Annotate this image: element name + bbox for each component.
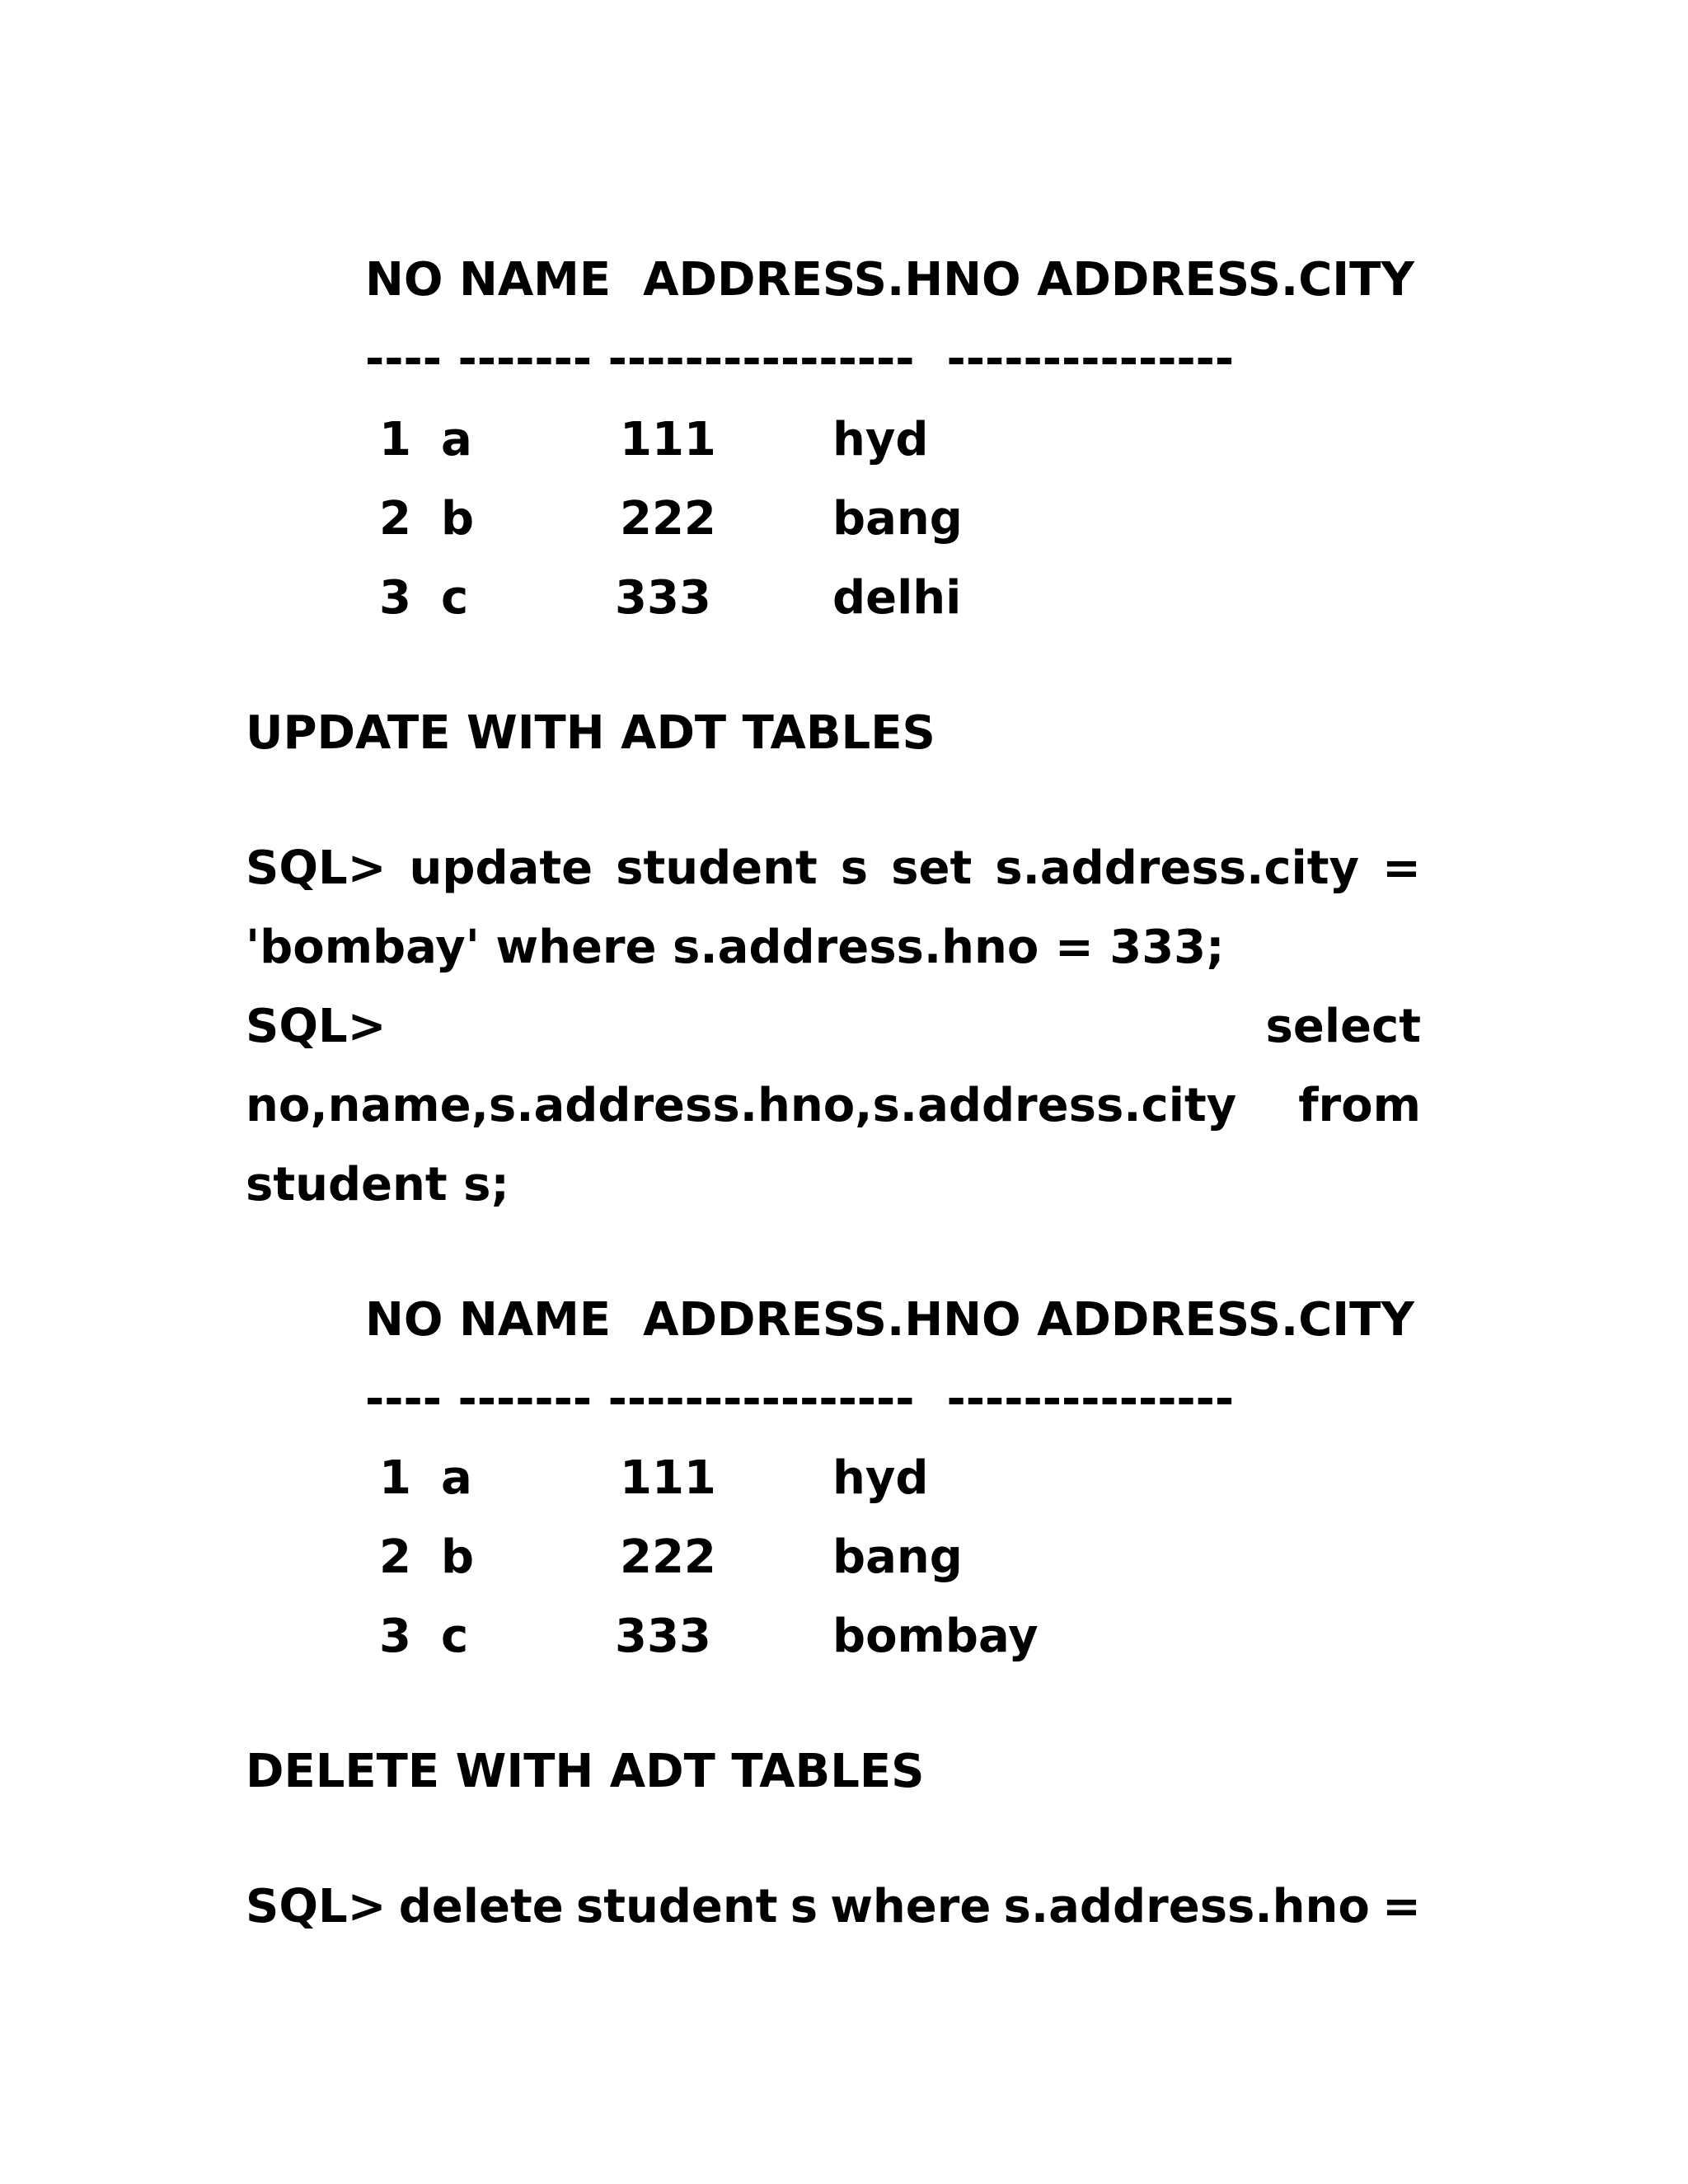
table1-separator: ---- ------- ---------------- --------------- — [365, 332, 1235, 386]
table1-row3-city: delhi — [832, 571, 962, 625]
table1-row3-hno: 333 — [615, 571, 711, 625]
table1-row2-no: 2 — [379, 492, 411, 546]
word: SQL> — [246, 1880, 387, 1933]
table1-row1-no: 1 — [379, 413, 411, 466]
table1-row1-name: a — [441, 413, 472, 466]
table2-row2-name: b — [441, 1530, 475, 1584]
word: student — [575, 1880, 778, 1933]
table2-row2-city: bang — [832, 1530, 963, 1584]
table2-row3-hno: 333 — [615, 1610, 711, 1663]
word: s.address.city — [995, 841, 1359, 895]
word: SQL> — [246, 1000, 387, 1053]
delete-sql-line1 — [246, 1880, 1421, 1933]
update-sql-line3 — [246, 1000, 1421, 1053]
word: = — [1382, 1880, 1421, 1933]
word: where — [830, 1880, 992, 1933]
table2-header: NO NAME ADDRESS.HNO ADDRESS.CITY — [365, 1293, 1414, 1347]
table2-row3-city: bombay — [832, 1610, 1039, 1663]
table2-row1-city: hyd — [832, 1451, 929, 1505]
word: delete — [398, 1880, 564, 1933]
word: select — [1265, 1000, 1421, 1053]
table1-row1-hno: 111 — [620, 413, 716, 466]
table1-row3-name: c — [441, 571, 469, 625]
table1-row2-city: bang — [832, 492, 963, 546]
table2-row1-no: 1 — [379, 1451, 411, 1505]
table1-row2-hno: 222 — [620, 492, 716, 546]
table2-row2-no: 2 — [379, 1530, 411, 1584]
word: set — [891, 841, 973, 895]
table2-row1-hno: 111 — [620, 1451, 716, 1505]
word: SQL> — [246, 841, 387, 895]
table2-row3-no: 3 — [379, 1610, 411, 1663]
table2-row3-name: c — [441, 1610, 469, 1663]
update-sql-line1 — [246, 841, 1421, 895]
update-sql-line2: 'bombay' where s.address.hno = 333; — [246, 921, 1225, 974]
table1-header: NO NAME ADDRESS.HNO ADDRESS.CITY — [365, 253, 1414, 307]
update-heading: UPDATE WITH ADT TABLES — [246, 706, 935, 760]
delete-heading: DELETE WITH ADT TABLES — [246, 1745, 925, 1798]
update-sql-line5: student s; — [246, 1158, 509, 1212]
table1-row1-city: hyd — [832, 413, 929, 466]
table2-row2-hno: 222 — [620, 1530, 716, 1584]
word: update — [409, 841, 593, 895]
update-sql-line4 — [246, 1079, 1421, 1132]
word: from — [1298, 1079, 1421, 1132]
word: no,name,s.address.hno,s.address.city — [246, 1079, 1237, 1132]
word: s — [790, 1880, 818, 1933]
word: s.address.hno — [1003, 1880, 1370, 1933]
table1-row2-name: b — [441, 492, 475, 546]
word: s — [840, 841, 869, 895]
table1-row3-no: 3 — [379, 571, 411, 625]
word: student — [616, 841, 818, 895]
table2-separator: ---- ------- ---------------- --------------- — [365, 1372, 1235, 1426]
word: = — [1382, 841, 1421, 895]
table2-row1-name: a — [441, 1451, 472, 1505]
